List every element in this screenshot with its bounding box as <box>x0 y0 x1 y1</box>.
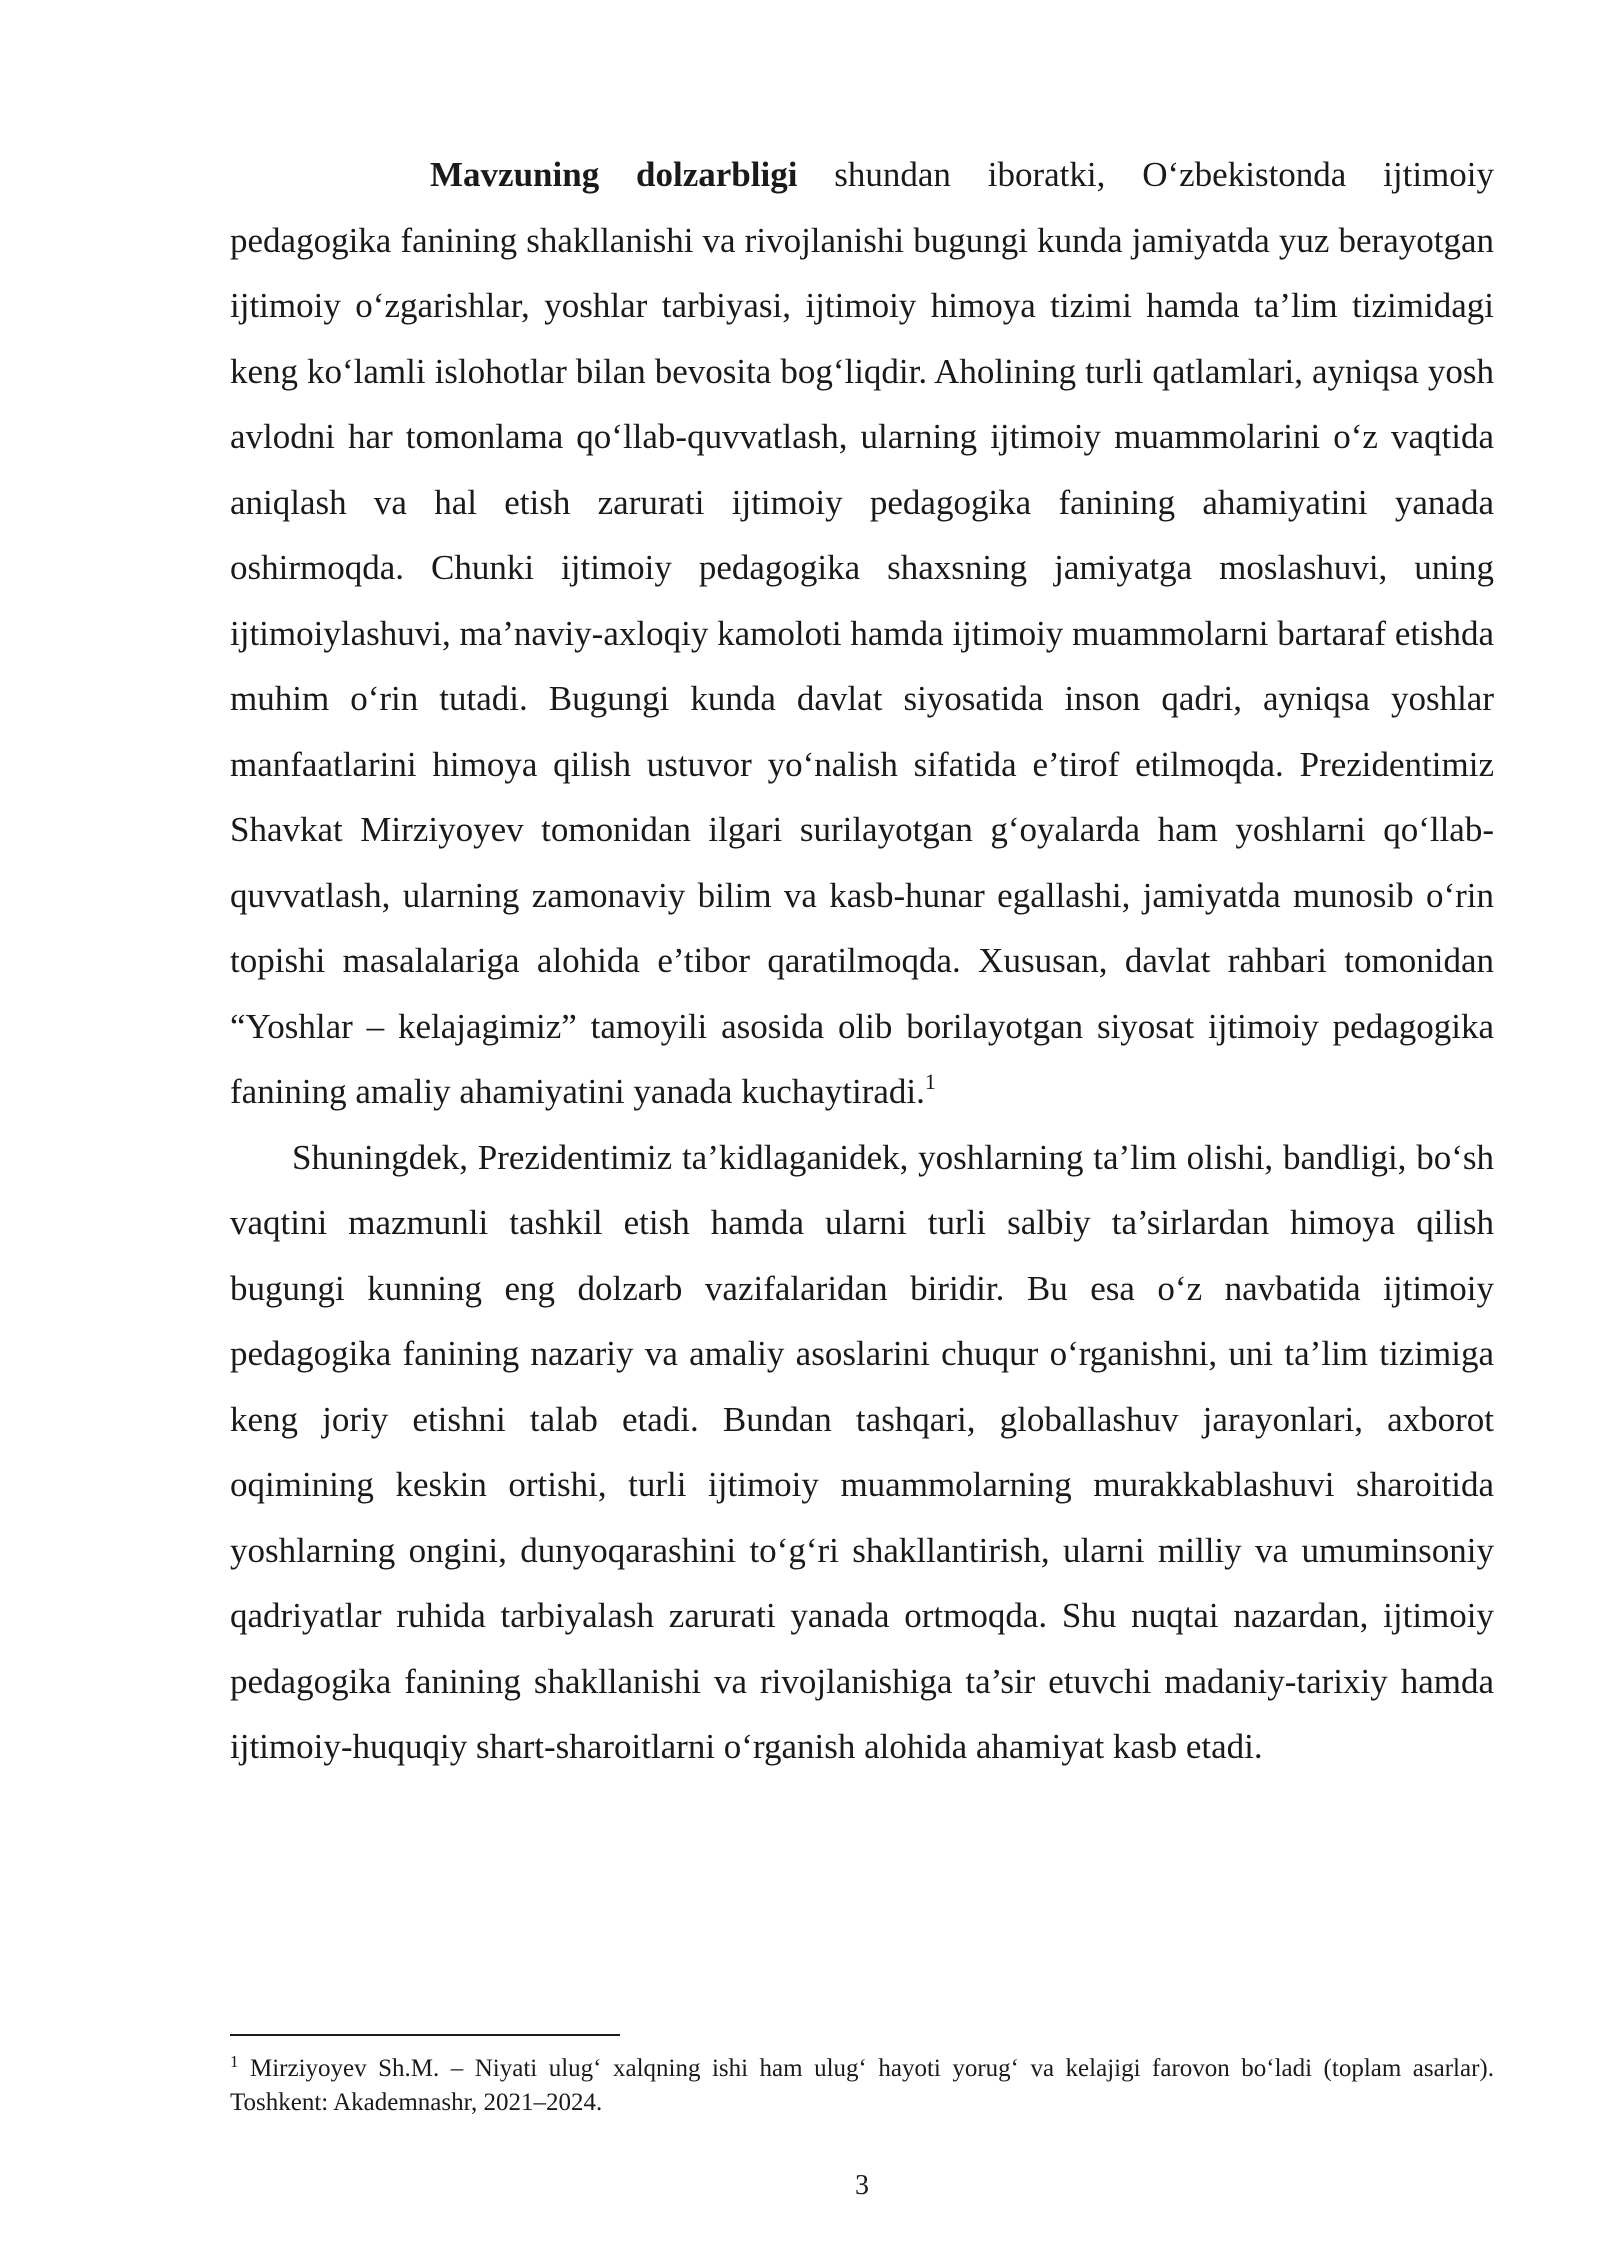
footnote-separator <box>230 2034 620 2036</box>
footnote-text: Mirziyoyev Sh.M. – Niyati ulug‘ xalqning ishi ham ulug‘ hayoti yorug‘ va kelajigi farovon bo‘ladi (toplam asarlar). Toshkent: Akademnashr, 2021–2024. <box>230 2055 1494 2116</box>
paragraph-text: Shuningdek, Prezidentimiz ta’kidlaganidek, yoshlarning ta’lim olishi, bandligi, bo‘sh vaqtini mazmunli tashkil etish hamda ularni turli salbiy ta’sirlardan himoya qilish bugungi kunning eng dolzarb vazifalaridan biridir. Bu esa o‘z navbatida ijtimoiy pedagogika fanining nazariy va amaliy asoslarini chuqur o‘rganishni, uni ta’lim tizimiga keng joriy etishni talab etadi. Bundan tashqari, globallashuv jarayonlari, axborot oqimining keskin ortishi, turli ijtimoiy muammolarning murakkablashuvi sharoitida yoshlarning ongini, dunyoqarashini to‘g‘ri shakllantirish, ularni milliy va umuminsoniy qadriyatlar ruhida tarbiyalash zarurati yanada ortmoqda. Shu nuqtai nazardan, ijtimoiy pedagogika fanining shakllanishi va rivojlanishiga ta’sir etuvchi madaniy-tarixiy hamda ijtimoiy-huquqiy shart-sharoitlarni o‘rganish alohida ahamiyat kasb etadi. <box>230 1137 1494 1766</box>
section-lead-term: Mavzuning dolzarbligi <box>430 155 798 194</box>
page-number: 3 <box>855 2170 869 2201</box>
body-text <box>230 142 1494 1780</box>
paragraph-text: shundan iboratki, O‘zbekistonda ijtimoiy pedagogika fanining shakllanishi va rivojlanishi bugungi kunda jamiyatda yuz berayotgan ijtimoiy o‘zgarishlar, yoshlar tarbiyasi, ijtimoiy himoya tizimi hamda ta’lim tizimidagi keng ko‘lamli islohotlar bilan bevosita bog‘liqdir. Aholining turli qatlamlari, ayniqsa yosh avlodni har tomonlama qo‘llab-quvvatlash, ularning ijtimoiy muammolarini o‘z vaqtida aniqlash va hal etish zarurati ijtimoiy pedagogika fanining ahamiyatini yanada oshirmoqda. Chunki ijtimoiy pedagogika shaxsning jamiyatga moslashuvi, uning ijtimoiylashuvi, ma’naviy-axloqiy kamoloti hamda ijtimoiy muammolarni bartaraf etishda muhim o‘rin tutadi. Bugungi kunda davlat siyosatida inson qadri, ayniqsa yoshlar manfaatlarini himoya qilish ustuvor yo‘nalish sifatida e’tirof etilmoqda. Prezidentimiz Shavkat Mirziyoyev tomonidan ilgari surilayotgan g‘oyalarda ham yoshlarni qo‘llab-quvvatlash, ularning zamonaviy bilim va kasb-hunar egallashi, jamiyatda munosib o‘rin topishi masalalariga alohida e’tibor qaratilmoqda. Xususan, davlat rahbari tomonidan “Yoshlar – kelajagimiz” tamoyili asosida olib borilayotgan siyosat ijtimoiy pedagogika fanining amaliy ahamiyatini yanada kuchaytiradi. <box>230 155 1495 1111</box>
paragraph-relevance <box>230 142 1494 1125</box>
footnote <box>230 2052 1494 2120</box>
footnote-reference[interactable]: 1 <box>924 1069 936 1094</box>
footnote-number: 1 <box>230 2052 239 2071</box>
paragraph-continuation <box>230 1125 1494 1780</box>
